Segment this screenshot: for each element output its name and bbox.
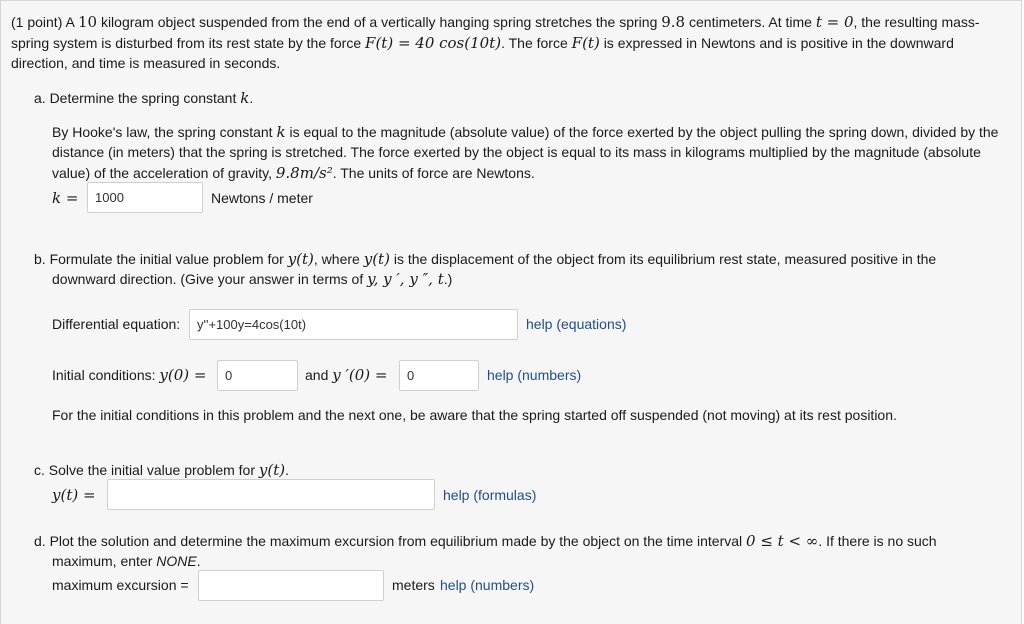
intro-text: is expressed in Newtons and is positive in the downward [603,34,954,51]
y0-input[interactable]: 0 [217,360,298,391]
points-label: (1 point) [11,14,63,30]
mass-value: 10 [77,13,98,31]
intro-text: A [65,14,75,30]
intro-text: . The force [501,34,568,51]
and-y-prime-label: and y ′(0) = [305,366,388,384]
part-b-label: b. Formulate the initial value problem for y(t), where y(t) is the displacement of the object from its equilibrium rest state, measured positive in the [34,250,937,268]
initial-conditions-label: Initial conditions: y(0) = [52,366,207,384]
hooke-text-line2: distance (in meters) that the spring is stretched. The force exerted by the object is equal to its mass in kilograms multiplied by the magnitude (absolute [52,144,981,160]
intro-text: , the resulting mass- [853,14,980,30]
help-numbers-link-d[interactable]: help (numbers) [440,577,535,593]
yt-answer-label: y(t) = [52,486,96,504]
k-units-label: Newtons / meter [211,190,313,206]
problem-statement [11,12,1011,74]
intro-text: centimeters. At time [689,14,812,30]
part-d-label-line2: maximum, enter NONE. [52,553,201,569]
help-formulas-link[interactable]: help (formulas) [443,487,537,503]
force-expression: F(t) = 40 cos(10t) [365,33,502,52]
help-numbers-link[interactable]: help (numbers) [487,367,582,383]
intro-text: direction, and time is measured in seconds. [11,55,281,71]
hooke-text-line1: By Hooke's law, the spring constant k is equal to the magnitude (absolute value) of the force exerted by the object pulling the spring down, divided by the [52,123,999,141]
differential-equation-input[interactable]: y''+100y=4cos(10t) [189,309,518,340]
time-zero: t = 0 [815,13,854,31]
max-excursion-units: meters [392,577,435,593]
help-equations-link[interactable]: help (equations) [526,316,627,332]
max-excursion-input[interactable] [198,570,384,601]
k-answer-label: k = [52,189,79,207]
solution-input[interactable] [107,479,435,510]
initial-conditions-note: For the initial conditions in this problem and the next one, be aware that the spring started off suspended (not moving) at its rest position. [52,407,897,423]
hooke-text-line3: value) of the acceleration of gravity, 9.8m/s². The units of force are Newtons. [52,164,535,182]
de-label: Differential equation: [52,316,181,332]
part-a-label: a. Determine the spring constant k. [34,89,254,107]
y-prime0-input[interactable]: 0 [399,360,479,391]
stretch-value: 9.8 [661,13,686,31]
part-b-label-line2: downward direction. (Give your answer in terms of y, y ′, y ″, t.) [52,270,453,288]
intro-text: spring system is disturbed from its rest state by the force [11,34,362,51]
intro-text: kilogram object suspended from the end of a vertically hanging spring stretches the spring [100,14,658,30]
force-symbol: F(t) [571,33,600,52]
max-excursion-label: maximum excursion = [52,577,189,593]
k-answer-input[interactable]: 1000 [87,182,203,213]
part-c-label: c. Solve the initial value problem for y(t). [34,461,289,479]
part-d-label: d. Plot the solution and determine the maximum excursion from equilibrium made by the object on the time interval 0 ≤ t < ∞. If there is no such [34,532,937,550]
